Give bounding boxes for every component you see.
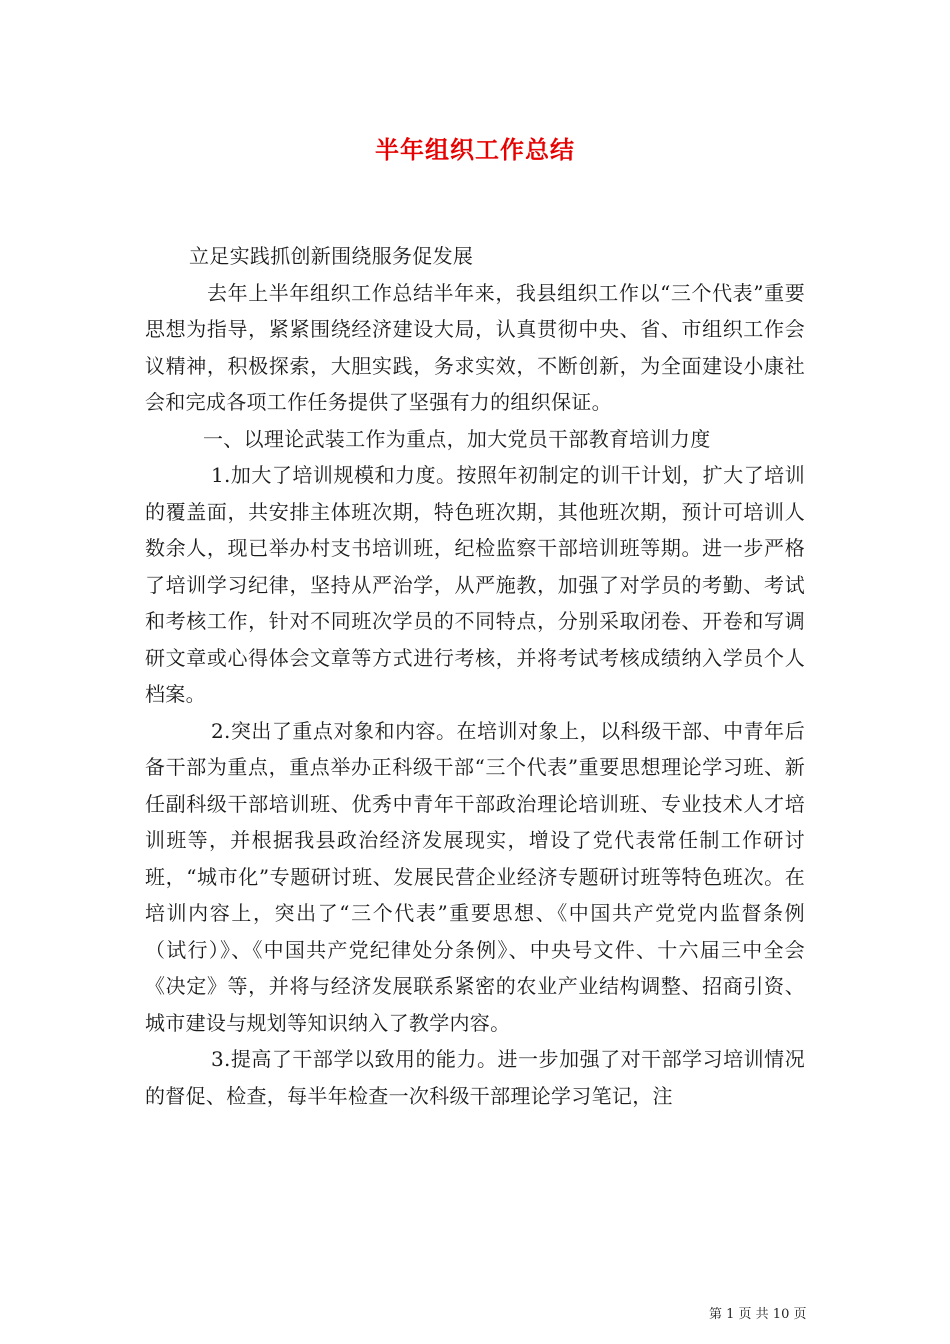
intro-paragraph: 去年上半年组织工作总结半年来，我县组织工作以“三个代表”重要思想为指导，紧紧围绕经济建设大局，认真贯彻中央、省、市组织工作会议精神，积极探索，大胆实践，务求实效，不断创新，为全面建设小康社会和完成各项工作任务提供了坚强有力的组织保证。 xyxy=(145,280,805,414)
document-title: 半年组织工作总结 xyxy=(375,136,575,164)
document-body xyxy=(145,238,805,1114)
item-paragraph-3: 3.提高了干部学以致用的能力。进一步加强了对干部学习培训情况的督促、检查，每半年检查一次科级干部理论学习笔记，注 xyxy=(145,1047,805,1108)
section-heading: 一、以理论武装工作为重点，加大党员干部教育培训力度 xyxy=(203,426,711,451)
subtitle-paragraph: 立足实践抓创新围绕服务促发展 xyxy=(189,244,474,268)
item-paragraph-1: 1.加大了培训规模和力度。按照年初制定的训干计划，扩大了培训的覆盖面，共安排主体班次期，特色班次期，其他班次期，预计可培训人数余人，现已举办村支书培训班，纪检监察干部培训班等期。进一步严格了培训学习纪律，坚持从严治学，从严施教，加强了对学员的考勤、考试和考核工作，针对不同班次学员的不同特点，分别采取闭卷、开卷和写调研文章或心得体会文章等方式进行考核，并将考试考核成绩纳入学员个人档案。 xyxy=(145,463,805,706)
item-paragraph-2: 2.突出了重点对象和内容。在培训对象上，以科级干部、中青年后备干部为重点，重点举办正科级干部“三个代表”重要思想理论学习班、新任副科级干部培训班、优秀中青年干部政治理论培训班、专业技术人才培训班等，并根据我县政治经济发展现实，增设了党代表常任制工作研讨班，“城市化”专题研讨班、发展民营企业经济专题研讨班等特色班次。在培训内容上，突出了“三个代表”重要思想、《中国共产党党内监督条例（试行）》、《中国共产党纪律处分条例》、中央号文件、十六届三中全会《决定》等，并将与经济发展联系紧密的农业产业结构调整、招商引资、城市建设与规划等知识纳入了教学内容。 xyxy=(145,718,805,1035)
page-number-footer: 第 1 页 共 10 页 xyxy=(709,1307,807,1322)
